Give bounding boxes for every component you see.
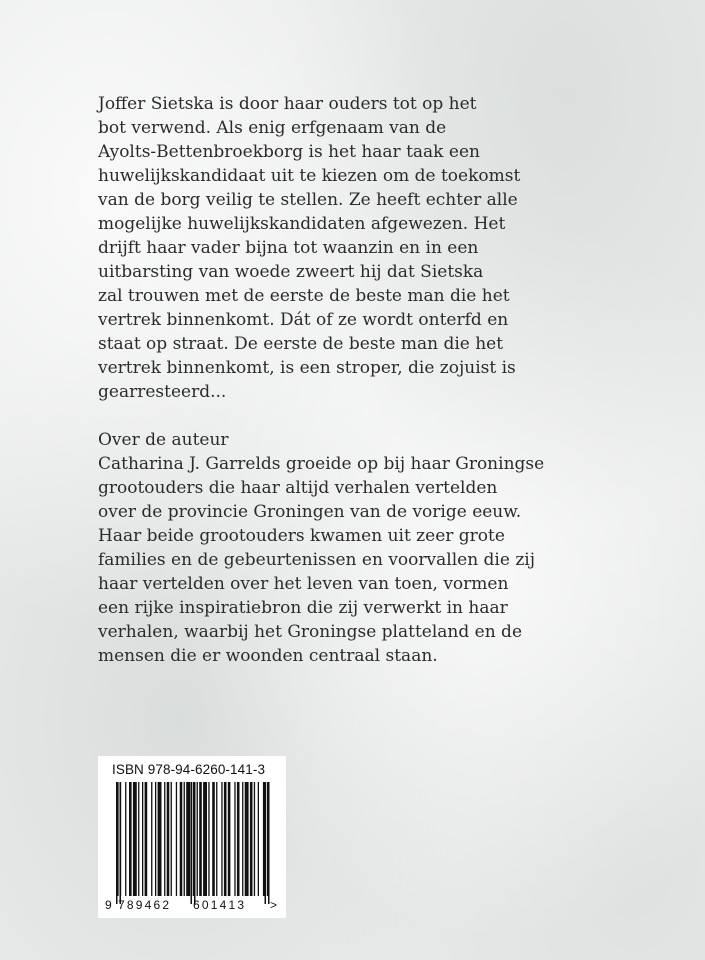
barcode-bar xyxy=(142,782,143,896)
barcode-bar xyxy=(129,782,132,896)
barcode-bar xyxy=(184,782,185,896)
barcode-digit-lead: 9 xyxy=(105,898,112,912)
barcode-bar xyxy=(158,782,162,896)
blurb-line: huwelijkskandidaat uit te kiezen om de toekomst xyxy=(98,166,521,186)
author-bio-line: mensen die er woonden centraal staan. xyxy=(98,646,438,666)
barcode-guard-bar xyxy=(116,782,118,904)
author-bio-line: verhalen, waarbij het Groningse platteland en de xyxy=(98,622,523,642)
barcode-bar xyxy=(193,782,194,896)
blurb-line: van de borg veilig te stellen. Ze heeft echter alle xyxy=(98,190,518,210)
barcode-bar xyxy=(145,782,148,896)
author-bio-line: haar vertelden over het leven van toen, vormen xyxy=(98,574,509,594)
barcode-bar xyxy=(203,782,207,896)
barcode-bar xyxy=(234,782,235,896)
barcode-bar xyxy=(167,782,170,896)
barcode-guard-bar xyxy=(120,782,122,904)
barcode-bar xyxy=(155,782,156,896)
barcode-bar xyxy=(258,782,259,896)
barcode-bar xyxy=(164,782,165,896)
barcode-guard-bar xyxy=(191,782,193,904)
isbn-label: ISBN 978-94-6260-141-3 xyxy=(112,762,266,777)
barcode-bar xyxy=(176,782,177,896)
blurb-line: vertrek binnenkomt, is een stroper, die zojuist is xyxy=(98,358,516,378)
barcode-digits-right: 601413 xyxy=(193,898,247,912)
barcode-bar xyxy=(151,782,152,896)
barcode-bar xyxy=(186,782,190,896)
blurb-line: uitbarsting van woede zweert hij dat Sietska xyxy=(98,262,484,282)
blurb-line: Ayolts-Bettenbroekborg is het haar taak een xyxy=(98,142,480,162)
blurb-line: vertrek binnenkomt. Dát of ze wordt onterfd en xyxy=(98,310,509,330)
author-bio-line: Haar beide grootouders kwamen uit zeer grote xyxy=(98,526,505,546)
barcode-bar xyxy=(267,782,268,896)
blurb-line: zal trouwen met de eerste de beste man die het xyxy=(98,286,510,306)
blurb-line: mogelijke huwelijkskandidaten afgewezen. Het xyxy=(98,214,506,234)
author-bio-line: grootouders die haar altijd verhalen vertelden xyxy=(98,478,498,498)
barcode-bar xyxy=(242,782,243,896)
barcode-bar xyxy=(199,782,202,896)
barcode-guard-bar xyxy=(265,782,267,904)
barcode-icon xyxy=(98,756,286,918)
blurb-line: staat op straat. De eerste de beste man die het xyxy=(98,334,504,354)
barcode-bar xyxy=(212,782,215,896)
barcode-bars xyxy=(116,782,270,904)
blurb-line: bot verwend. Als enig erfgenaam van de xyxy=(98,118,447,138)
author-bio-line: families en de gebeurtenissen en voorvallen die zij xyxy=(98,550,535,570)
barcode-bar xyxy=(221,782,222,896)
author-heading: Over de auteur xyxy=(98,430,229,450)
author-bio-line: over de provincie Groningen van de vorige eeuw. xyxy=(98,502,522,522)
barcode-bar xyxy=(125,782,126,896)
barcode-bar xyxy=(138,782,139,896)
barcode-bar xyxy=(133,782,137,896)
barcode-bar xyxy=(228,782,231,896)
barcode-bar xyxy=(224,782,227,896)
author-bio-line: Catharina J. Garrelds groeide op bij haar Groningse xyxy=(98,454,545,474)
barcode-bar xyxy=(216,782,217,896)
barcode-digits-left: 789462 xyxy=(118,898,172,912)
barcode-guard-bar xyxy=(268,782,270,904)
blurb-line: gearresteerd... xyxy=(98,382,227,402)
blurb-line: Joffer Sietska is door haar ouders tot op het xyxy=(98,94,477,114)
author-bio-line: een rijke inspiratiebron die zij verwerkt in haar xyxy=(98,598,508,618)
barcode-bar xyxy=(254,782,255,896)
blurb-line: drijft haar vader bijna tot waanzin en in een xyxy=(98,238,479,258)
barcode-quiet-zone-marker: > xyxy=(270,898,278,912)
barcode-bar xyxy=(180,782,183,896)
barcode-bar xyxy=(250,782,253,896)
paragraph-gap xyxy=(98,404,658,428)
back-cover-text xyxy=(98,92,658,668)
barcode-bar xyxy=(245,782,249,896)
isbn-barcode-block xyxy=(98,756,286,918)
barcode-bar xyxy=(237,782,240,896)
barcode-bar xyxy=(171,782,172,896)
barcode-bar xyxy=(208,782,209,896)
barcode-bar xyxy=(197,782,198,896)
barcode-guard-bar xyxy=(194,782,196,904)
